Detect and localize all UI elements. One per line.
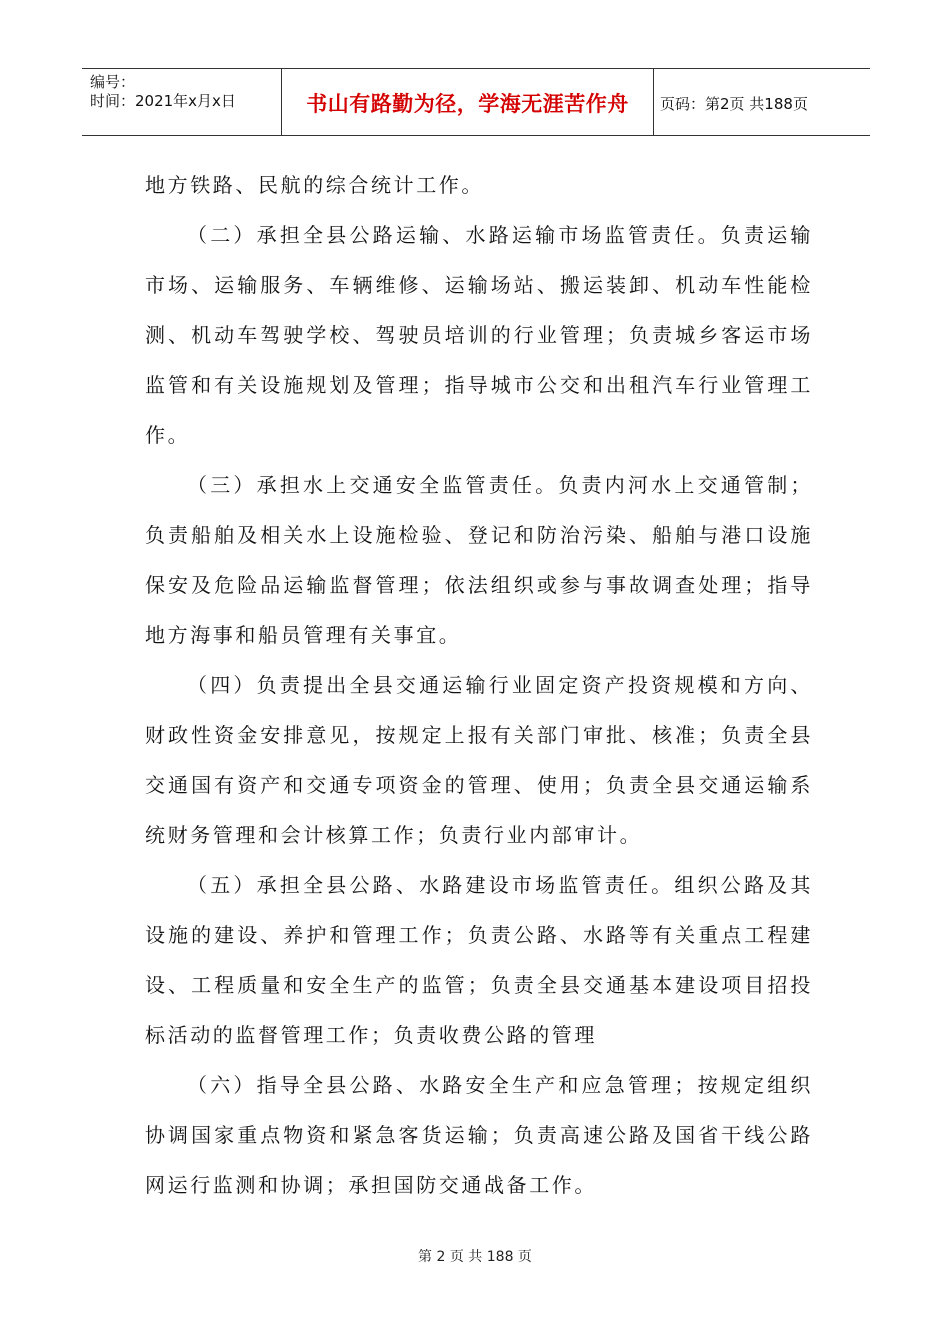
page-footer — [0, 1246, 950, 1266]
paragraph-item-3: （三）承担水上交通安全监管责任。负责内河水上交通管制；负责船舶及相关水上设施检验、登记和防治污染、船舶与港口设施保安及危险品运输监督管理；依法组织或参与事故调查处理；指导地方海事和船员管理有关事宜。 — [145, 473, 813, 647]
document-body — [145, 160, 813, 1210]
footer-page-number: 第 2 页 共 188 页 — [418, 1249, 532, 1265]
paragraph-item-5: （五）承担全县公路、水路建设市场监管责任。组织公路及其设施的建设、养护和管理工作；负责公路、水路等有关重点工程建设、工程质量和安全生产的监管；负责全县交通基本建设项目招投标活动的监督管理工作；负责收费公路的管理 — [145, 873, 813, 1047]
paragraph-item-2: （二）承担全县公路运输、水路运输市场监管责任。负责运输市场、运输服务、车辆维修、运输场站、搬运装卸、机动车性能检测、机动车驾驶学校、驾驶员培训的行业管理；负责城乡客运市场监管和有关设施规划及管理；指导城市公交和出租汽车行业管理工作。 — [145, 223, 813, 447]
paragraph-continuation: 地方铁路、民航的综合统计工作。 — [145, 173, 484, 197]
header-motto: 书山有路勤为径，学海无涯苦作舟 — [282, 69, 654, 135]
header-meta-cell — [82, 69, 282, 135]
document-number-label: 编号： — [90, 73, 136, 91]
header-page-info: 页码：第2页 共188页 — [660, 94, 808, 113]
document-time-label: 时间：2021年x月x日 — [90, 92, 236, 110]
paragraph-item-6: （六）指导全县公路、水路安全生产和应急管理；按规定组织协调国家重点物资和紧急客货运输；负责高速公路及国省干线公路网运行监测和协调；承担国防交通战备工作。 — [145, 1073, 813, 1197]
page-header — [82, 68, 870, 136]
paragraph-item-4: （四）负责提出全县交通运输行业固定资产投资规模和方向、财政性资金安排意见，按规定上报有关部门审批、核准；负责全县交通国有资产和交通专项资金的管理、使用；负责全县交通运输系统财务管理和会计核算工作；负责行业内部审计。 — [145, 673, 813, 847]
